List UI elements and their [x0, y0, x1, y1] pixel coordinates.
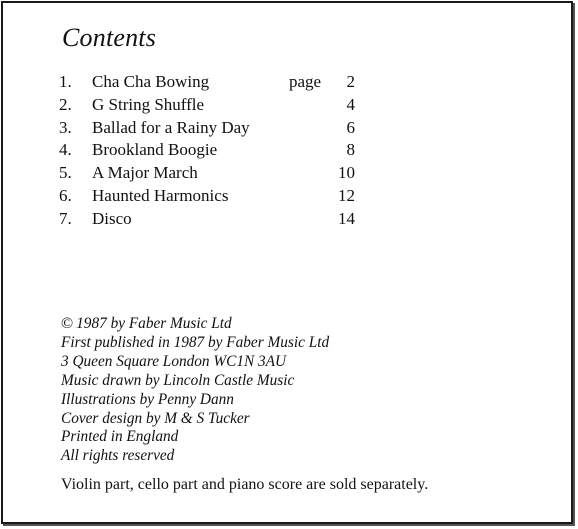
- separate-parts-note: Violin part, cello part and piano score are sold separately.: [61, 476, 429, 493]
- toc-entry-page: 2: [346, 72, 355, 91]
- toc-entry-page: 10: [338, 163, 355, 183]
- toc-entry: [59, 139, 359, 162]
- toc-entry-title: G String Shuffle: [92, 94, 205, 114]
- toc-page-word: page: [289, 72, 322, 91]
- imprint-line: Illustrations by Penny Dann: [61, 390, 234, 408]
- toc-entry-number: 2.: [59, 94, 72, 114]
- page-frame: [1, 1, 573, 524]
- imprint-line: All rights reserved: [61, 447, 175, 465]
- toc-entry: [59, 185, 359, 208]
- toc-entry-title: Cha Cha Bowing: [92, 72, 210, 91]
- copyright-line: [61, 315, 329, 334]
- toc-entry-page: 8: [346, 140, 355, 160]
- toc-entry-title: Ballad for a Rainy Day: [92, 117, 250, 137]
- toc-entry: [59, 117, 359, 140]
- imprint-block: [61, 315, 329, 466]
- toc-entry-number: 3.: [59, 117, 72, 137]
- toc-entry-page: 6: [346, 117, 355, 137]
- toc-entry-page: 12: [338, 185, 355, 205]
- toc-entry: [59, 94, 359, 117]
- table-of-contents: [59, 71, 359, 231]
- toc-entry-number: 5.: [59, 163, 72, 183]
- imprint-line: 3 Queen Square London WC1N 3AU: [61, 352, 287, 370]
- toc-entry-title: A Major March: [92, 163, 198, 183]
- toc-entry-number: 1.: [59, 72, 72, 91]
- toc-entry: [59, 208, 359, 231]
- toc-entry-page: 14: [338, 208, 355, 228]
- toc-entry-page: 4: [346, 94, 355, 114]
- imprint-line: First published in 1987 by Faber Music Ltd: [61, 333, 330, 351]
- copyright-icon: ©: [61, 315, 74, 332]
- toc-entry: [59, 71, 359, 94]
- imprint-line: Music drawn by Lincoln Castle Music: [61, 371, 295, 389]
- toc-entry-title: Haunted Harmonics: [92, 185, 229, 205]
- contents-heading: Contents: [62, 23, 157, 52]
- toc-entry-number: 6.: [59, 185, 72, 205]
- toc-entry-title: Brookland Boogie: [92, 140, 218, 160]
- imprint-line: Cover design by M & S Tucker: [61, 409, 250, 427]
- imprint-line: Printed in England: [61, 428, 179, 446]
- toc-entry-title: Disco: [92, 208, 132, 228]
- toc-entry-number: 7.: [59, 208, 72, 228]
- copyright-text: 1987 by Faber Music Ltd: [76, 315, 232, 332]
- toc-entry: [59, 162, 359, 185]
- toc-entry-number: 4.: [59, 140, 72, 160]
